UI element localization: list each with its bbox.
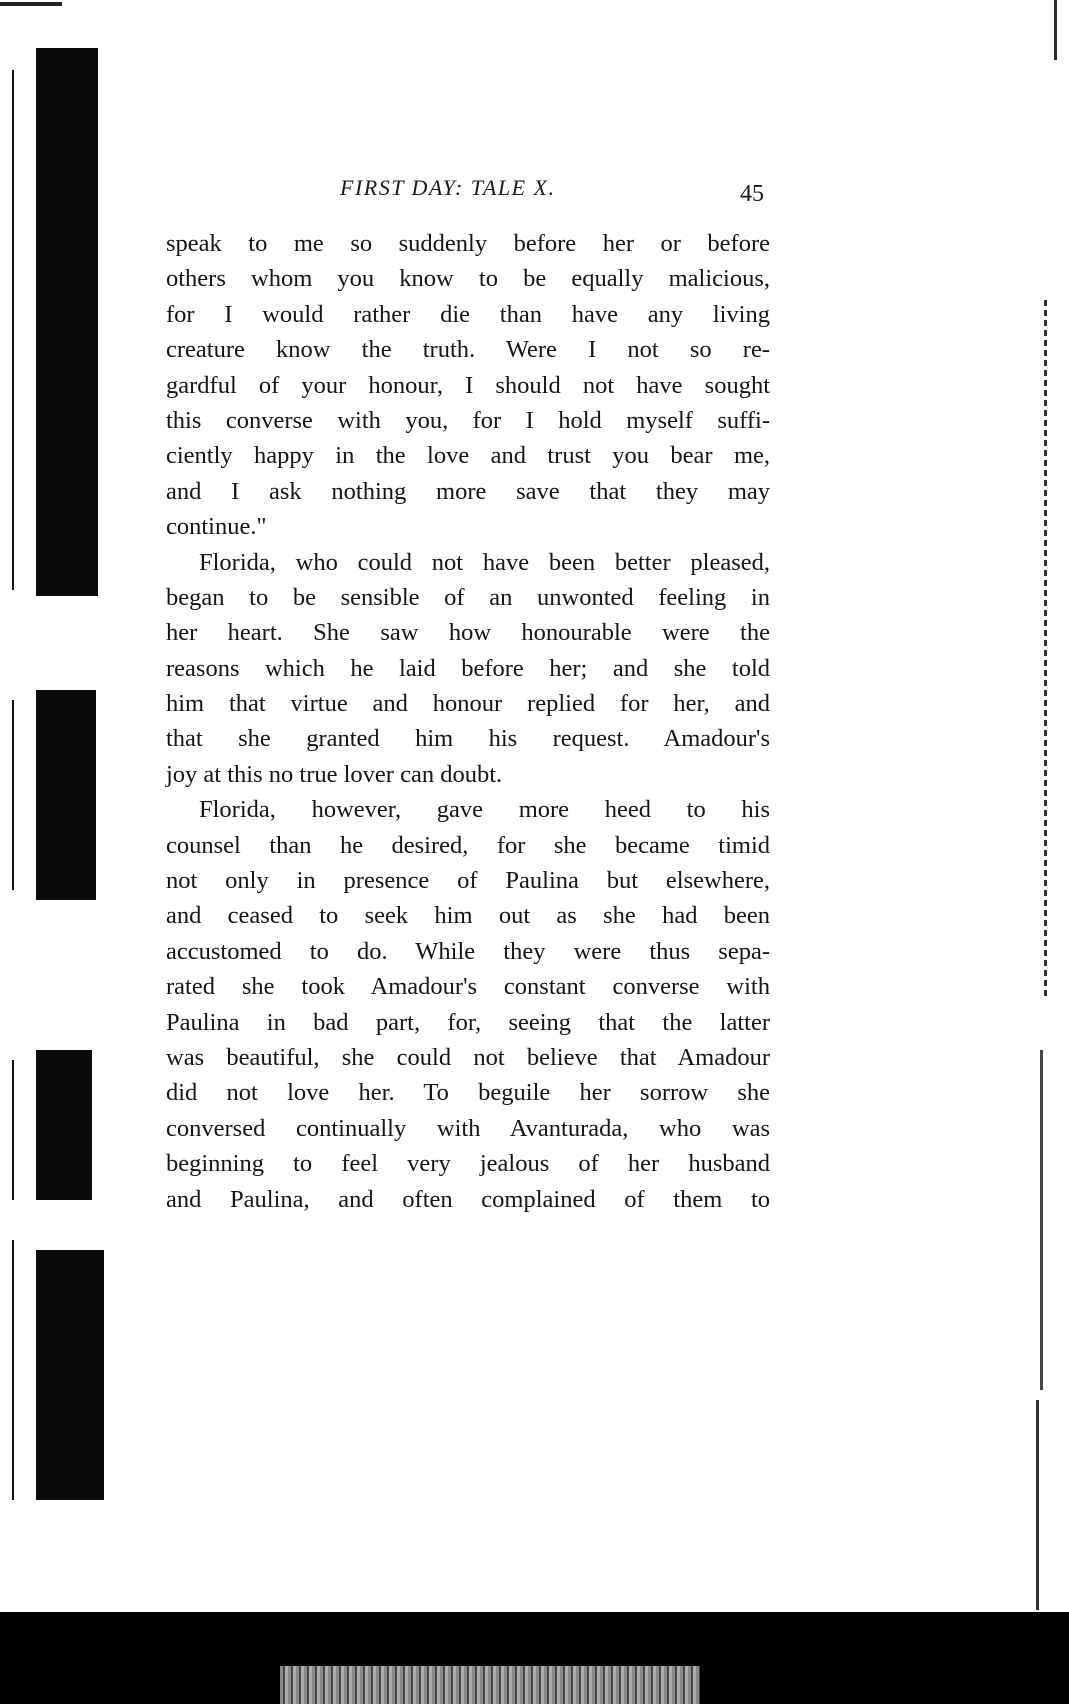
paragraph [166, 792, 770, 1217]
text-line: for I would rather die than have any living [166, 300, 770, 328]
page-number: 45 [740, 181, 764, 207]
binding-line [12, 700, 14, 890]
text-line: that she granted him his request. Amadour's [166, 725, 770, 753]
text-line: rated she took Amadour's constant converse with [166, 973, 770, 1001]
binding-shadow [36, 48, 98, 596]
text-line: creature know the truth. Were I not so re- [166, 336, 770, 364]
body-text [166, 226, 770, 1217]
page-edge [1044, 300, 1047, 1000]
binding-line [12, 70, 14, 590]
text-line: and Paulina, and often complained of them to [166, 1185, 770, 1213]
binding-shadow [36, 690, 96, 900]
text-line: continue." [166, 513, 267, 541]
text-line: this converse with you, for I hold myself suffi- [166, 406, 770, 434]
text-line: was beautiful, she could not believe that Amadour [166, 1043, 770, 1071]
text-line: conversed continually with Avanturada, who was [166, 1114, 770, 1142]
paragraph [166, 545, 770, 793]
text-line: and ceased to seek him out as she had been [166, 902, 770, 930]
text-line: beginning to feel very jealous of her husband [166, 1150, 770, 1178]
text-line: ciently happy in the love and trust you bear me, [166, 442, 770, 470]
page-edge [1054, 0, 1057, 60]
text-line: Florida, who could not have been better pleased, [199, 548, 770, 576]
page-edge [1036, 1400, 1039, 1610]
text-line: not only in presence of Paulina but elsewhere, [166, 867, 770, 895]
binding-line [12, 1240, 14, 1500]
scan-edge-mark [0, 2, 62, 6]
text-line: Paulina in bad part, for, seeing that the latter [166, 1008, 770, 1036]
text-line: Florida, however, gave more heed to his [199, 796, 770, 824]
text-line: accustomed to do. While they were thus sepa- [166, 937, 770, 965]
page-edge [1040, 1050, 1043, 1390]
text-line: reasons which he laid before her; and she told [166, 654, 770, 682]
text-line: gardful of your honour, I should not have sought [166, 371, 770, 399]
binding-shadow [36, 1250, 104, 1500]
text-line: speak to me so suddenly before her or before [166, 230, 770, 257]
text-line: did not love her. To beguile her sorrow she [166, 1079, 770, 1107]
text-line: began to be sensible of an unwonted feeling in [166, 583, 770, 611]
scan-noise-strip [280, 1666, 700, 1704]
binding-line [12, 1060, 14, 1200]
text-line: her heart. She saw how honourable were the [166, 619, 770, 647]
text-line: counsel than he desired, for she became timid [166, 831, 770, 859]
paragraph [166, 226, 770, 545]
text-line: others whom you know to be equally malicious, [166, 265, 770, 293]
running-head: FIRST DAY: TALE X. [340, 175, 556, 200]
text-line: joy at this no true lover can doubt. [166, 760, 503, 788]
text-line: him that virtue and honour replied for her, and [166, 690, 770, 718]
text-line: and I ask nothing more save that they may [166, 477, 770, 505]
binding-shadow [36, 1050, 92, 1200]
